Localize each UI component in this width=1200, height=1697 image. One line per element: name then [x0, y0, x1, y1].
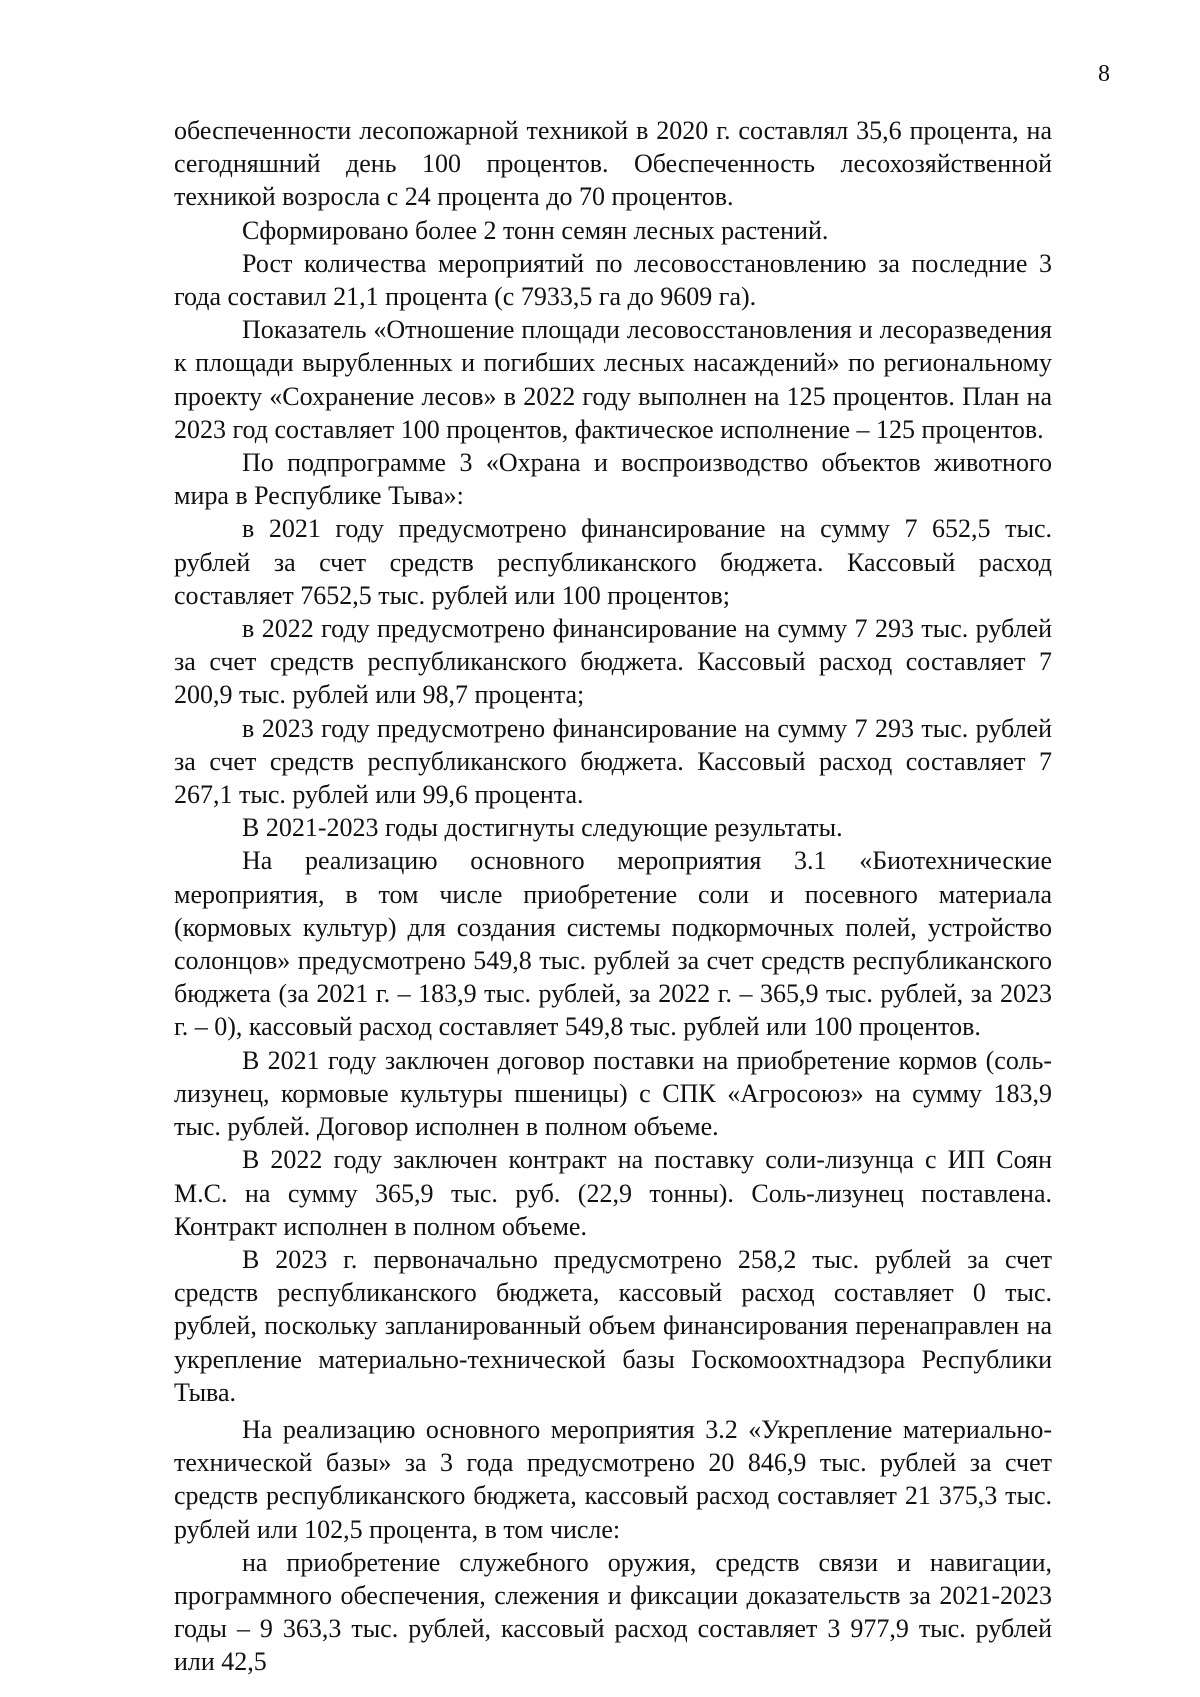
- paragraph-reforestation-growth: Рост количества мероприятий по лесовосстановлению за последние 3 года составил 21,1 процента (с 7933,5 га до 9609 га).: [174, 248, 1052, 312]
- paragraph-indicator: Показатель «Отношение площади лесовосстановления и лесоразведения к площади вырубленных и погибших лесных насаждений» по региональному проекту «Сохранение лесов» в 2022 году выполнен на 125 процентов. План на 2023 год составляет 100 процентов, фактическое исполнение – 125 процентов.: [174, 315, 1052, 444]
- paragraph-weapons-purchase: на приобретение служебного оружия, средств связи и навигации, программного обеспечения, слежения и фиксации доказательств за 2021-2023 годы – 9 363,3 тыс. рублей, кассовый расход составляет 3 977,9 тыс. рублей или 42,5: [174, 1547, 1052, 1677]
- paragraph-measure-3-1: На реализацию основного мероприятия 3.1 «Биотехнические мероприятия, в том числе приобретение соли и посевного материала (кормовых культур) для создания системы подкормочных полей, устройство солонцов» предусмотрено 549,8 тыс. рублей за счет средств республиканского бюджета (за 2021 г. – 183,9 тыс. рублей, за 2022 г. – 365,9 тыс. рублей, за 2023 г. – 0), кассовый расход составляет 549,8 тыс. рублей или 100 процентов.: [174, 846, 1052, 1042]
- document-body: [174, 114, 1052, 1679]
- paragraph-2022-contract: В 2022 году заключен контракт на поставку соли-лизунца с ИП Соян М.С. на сумму 365,9 тыс. руб. (22,9 тонны). Соль-лизунец поставлена. Контракт исполнен в полном объеме.: [174, 1145, 1052, 1241]
- paragraph-2022-financing: в 2022 году предусмотрено финансирование на сумму 7 293 тыс. рублей за счет средств республиканского бюджета. Кассовый расход составляет 7 200,9 тыс. рублей или 98,7 процента;: [174, 614, 1052, 710]
- paragraph-2023-redirect: В 2023 г. первоначально предусмотрено 258,2 тыс. рублей за счет средств республиканского бюджета, кассовый расход составляет 0 тыс. рублей, поскольку запланированный объем финансирования перенаправлен на укрепление материально-технической базы Госкомоохтнадзора Республики Тыва.: [174, 1244, 1052, 1407]
- paragraph-equipment-provision: обеспеченности лесопожарной техникой в 2020 г. составлял 35,6 процента, на сегодняшний день 100 процентов. Обеспеченность лесохозяйственной техникой возросла с 24 процента до 70 процентов.: [174, 116, 1052, 212]
- paragraph-results-intro: В 2021-2023 годы достигнуты следующие результаты.: [242, 813, 843, 843]
- paragraph-2021-contract: В 2021 году заключен договор поставки на приобретение кормов (соль-лизунец, кормовые культуры пшеницы) с СПК «Агросоюз» на сумму 183,9 тыс. рублей. Договор исполнен в полном объеме.: [174, 1045, 1052, 1142]
- paragraph-2023-financing: в 2023 году предусмотрено финансирование на сумму 7 293 тыс. рублей за счет средств республиканского бюджета. Кассовый расход составляет 7 267,1 тыс. рублей или 99,6 процента.: [174, 713, 1052, 810]
- page-number: 8: [1098, 61, 1110, 87]
- paragraph-2021-financing: в 2021 году предусмотрено финансирование на сумму 7 652,5 тыс. рублей за счет средств республиканского бюджета. Кассовый расход составляет 7652,5 тыс. рублей или 100 процентов;: [174, 514, 1052, 610]
- paragraph-subprogram-3: По подпрограмме 3 «Охрана и воспроизводство объектов животного мира в Республике Тыва»:: [174, 448, 1052, 511]
- paragraph-measure-3-2: На реализацию основного мероприятия 3.2 «Укрепление материально-технической базы» за 3 года предусмотрено 20 846,9 тыс. рублей за счет средств республиканского бюджета, кассовый расход составляет 21 375,3 тыс. рублей или 102,5 процента, в том числе:: [174, 1414, 1052, 1544]
- paragraph-seeds: Сформировано более 2 тонн семян лесных растений.: [242, 215, 829, 245]
